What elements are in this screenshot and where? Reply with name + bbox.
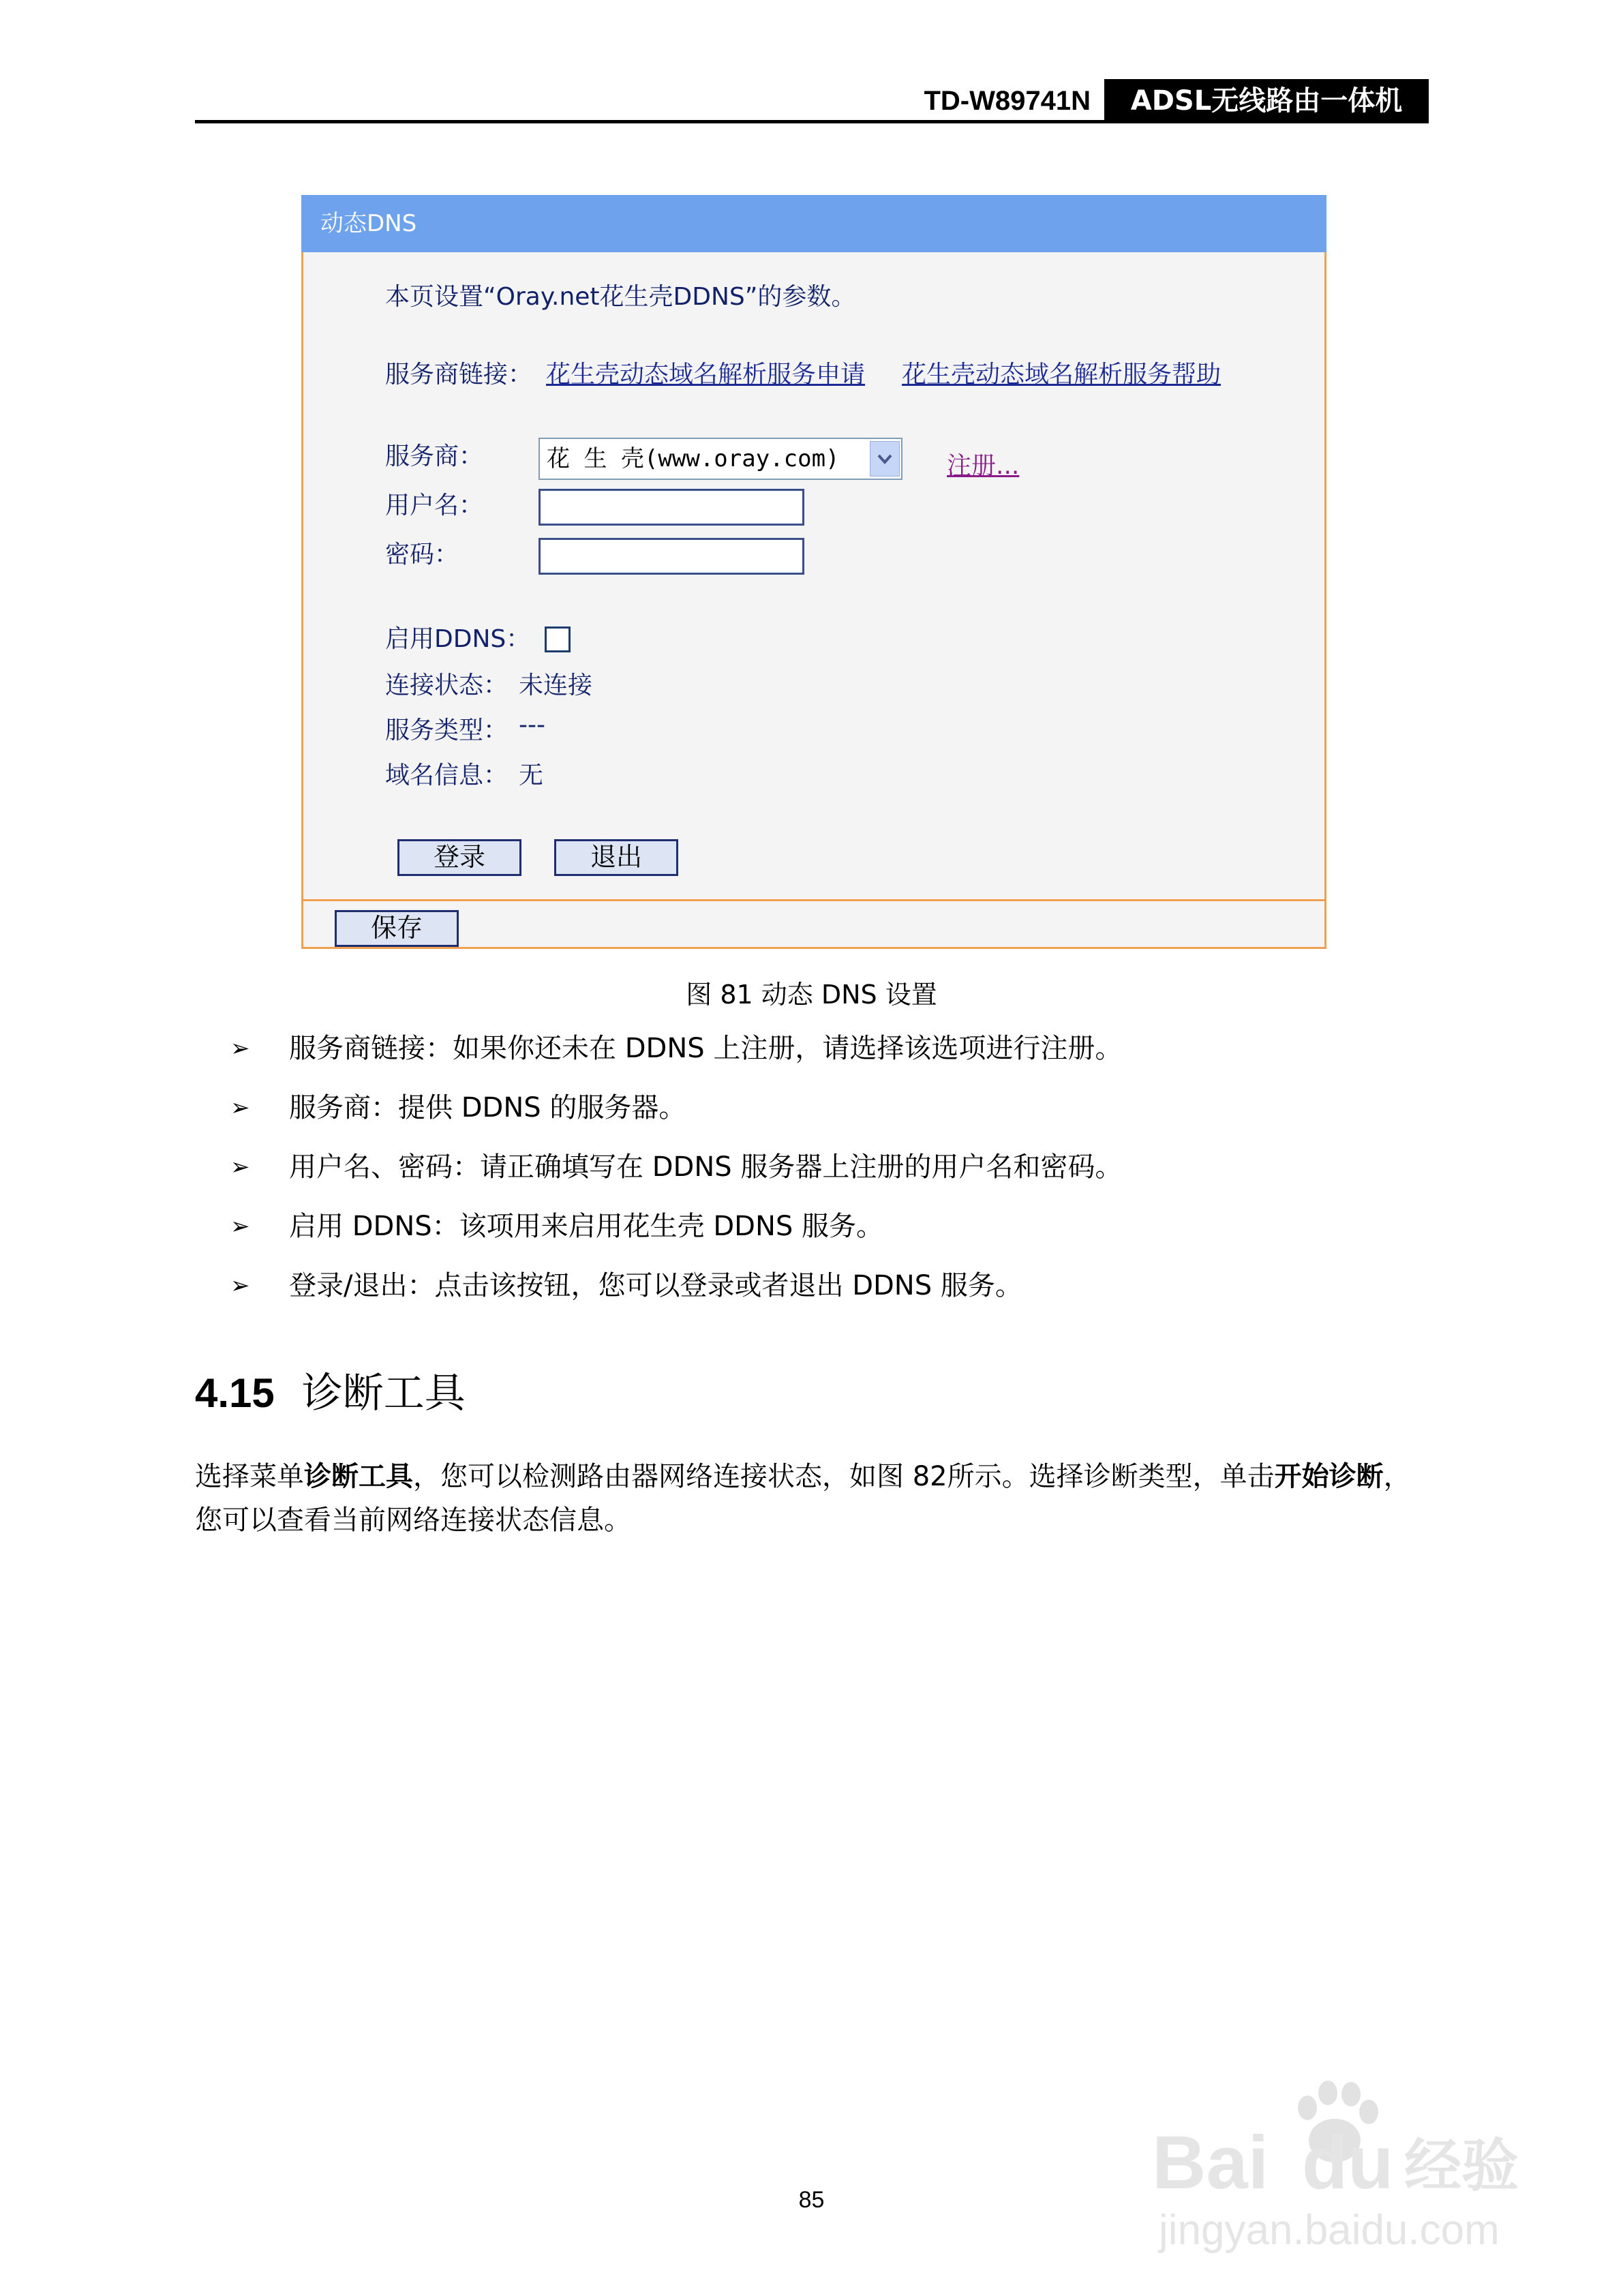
provider-label: 服务商： (385, 442, 484, 470)
chevron-down-icon[interactable] (870, 441, 900, 477)
section-heading (195, 1361, 466, 1419)
paragraph-text: ，您可以查看当前网络连接状态信息。 (195, 1461, 1411, 1536)
password-label: 密码： (385, 541, 459, 569)
arrow-bullet-icon: ➢ (230, 1153, 250, 1181)
page-number: 85 (798, 2187, 825, 2213)
section-title: 诊断工具 (301, 1370, 466, 1417)
password-input[interactable] (539, 538, 804, 575)
action-name-bold: 开始诊断 (1274, 1461, 1384, 1492)
login-button[interactable]: 登录 (397, 839, 521, 876)
username-input[interactable] (539, 489, 804, 526)
enable-ddns-label: 启用DDNS： (385, 625, 531, 653)
status-label: 连接状态： (385, 671, 509, 699)
bullet-text: 服务商：提供 DDNS 的服务器。 (289, 1092, 686, 1123)
page-header (195, 79, 1429, 123)
provider-link-label: 服务商链接： (385, 361, 533, 389)
body-paragraph (195, 1455, 1429, 1542)
header-rule (195, 120, 1429, 123)
panel-intro: 本页设置“Oray.net花生壳DDNS”的参数。 (385, 283, 856, 311)
baidu-jingyan-watermark (1152, 2066, 1534, 2256)
status-value: 未连接 (519, 671, 593, 699)
bullet-text: 登录/退出：点击该按钮，您可以登录或者退出 DDNS 服务。 (289, 1270, 1022, 1301)
model-name: TD-W89741N (924, 86, 1091, 116)
menu-name-bold: 诊断工具 (304, 1461, 413, 1492)
arrow-bullet-icon: ➢ (230, 1094, 250, 1121)
product-name: ADSL无线路由一体机 (1104, 79, 1429, 123)
username-label: 用户名： (385, 492, 484, 519)
arrow-bullet-icon: ➢ (230, 1272, 250, 1299)
svg-text:经验: 经验 (1404, 2132, 1519, 2199)
bullet-text: 服务商链接：如果你还未在 DDNS 上注册，请选择该选项进行注册。 (289, 1033, 1123, 1064)
svg-text:Bai: Bai (1152, 2121, 1269, 2205)
enable-ddns-checkbox[interactable] (545, 626, 571, 652)
svg-text:jingyan.baidu.com: jingyan.baidu.com (1159, 2207, 1500, 2254)
ddns-settings-panel (301, 195, 1326, 949)
register-link[interactable]: 注册... (947, 452, 1020, 480)
section-number: 4.15 (195, 1370, 275, 1416)
provider-select-value: 花 生 壳(www.oray.com) (547, 445, 840, 472)
help-service-link[interactable]: 花生壳动态域名解析服务帮助 (902, 361, 1222, 389)
domain-label: 域名信息： (385, 761, 509, 789)
bullet-text: 用户名、密码：请正确填写在 DDNS 服务器上注册的用户名和密码。 (289, 1151, 1123, 1183)
bullet-text: 启用 DDNS：该项用来启用花生壳 DDNS 服务。 (289, 1211, 883, 1242)
service-type-label: 服务类型： (385, 716, 509, 744)
svg-text:du: du (1302, 2121, 1394, 2205)
panel-separator (303, 899, 1324, 901)
figure-caption: 图 81 动态 DNS 设置 (686, 980, 937, 1010)
logout-button[interactable]: 退出 (554, 839, 678, 876)
provider-select[interactable] (539, 438, 902, 480)
domain-value: 无 (519, 761, 544, 789)
arrow-bullet-icon: ➢ (230, 1035, 250, 1062)
paragraph-text: 选择菜单 (195, 1461, 304, 1492)
apply-service-link[interactable]: 花生壳动态域名解析服务申请 (546, 361, 866, 389)
panel-title: 动态DNS (301, 195, 1326, 252)
arrow-bullet-icon: ➢ (230, 1213, 250, 1240)
service-type-value: --- (519, 711, 545, 739)
paragraph-text: ，您可以检测路由器网络连接状态，如图 82所示。选择诊断类型，单击 (413, 1461, 1275, 1492)
save-button[interactable]: 保存 (335, 910, 459, 947)
